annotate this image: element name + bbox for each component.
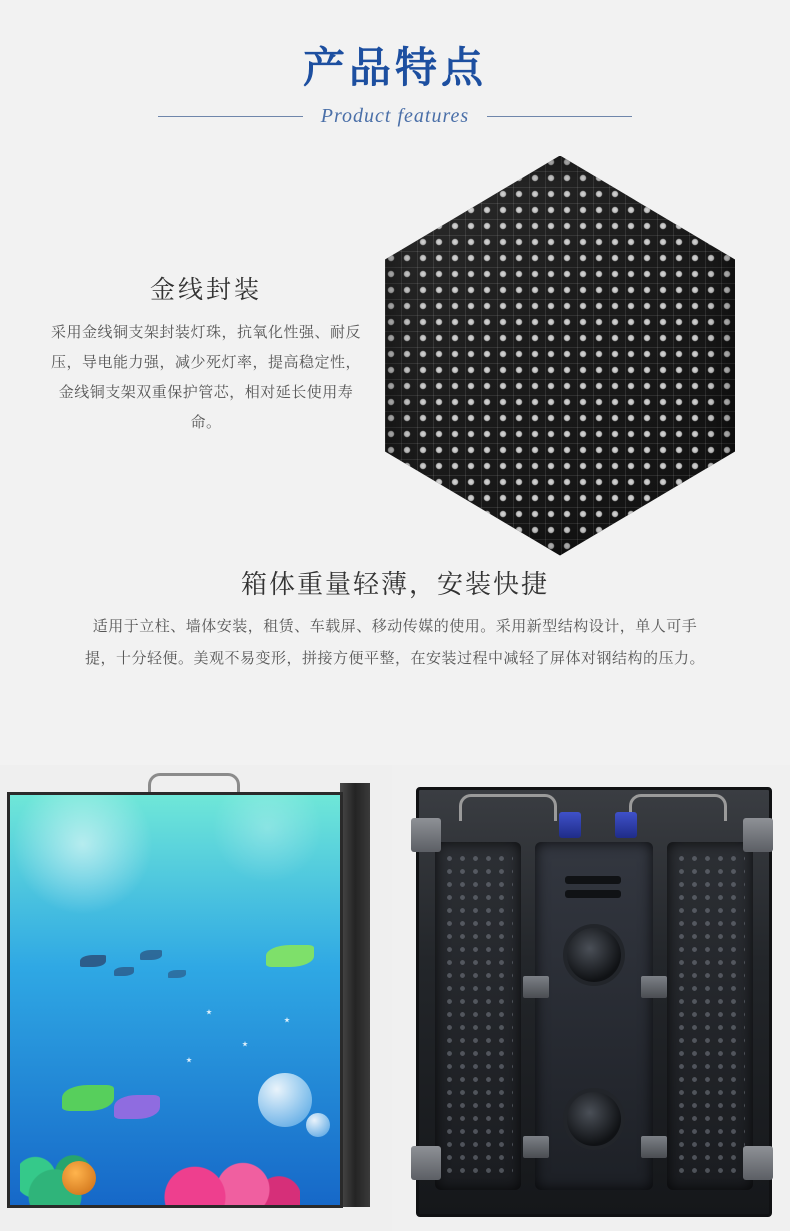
coral-shape xyxy=(150,1127,300,1205)
power-connector-icon xyxy=(559,812,581,838)
fish-shape xyxy=(80,955,106,967)
feature-section-gold-wire xyxy=(0,142,790,562)
vent-slot xyxy=(565,876,621,884)
cabinet-rear-body xyxy=(416,787,772,1217)
corner-bracket xyxy=(743,818,773,852)
star-icon xyxy=(242,1041,248,1047)
latch-icon xyxy=(523,1136,549,1158)
cabinet-rear-left-panel xyxy=(435,842,521,1190)
star-icon xyxy=(186,1057,192,1063)
divider-right xyxy=(487,116,632,117)
star-icon xyxy=(206,1009,212,1015)
fish-shape xyxy=(62,1085,114,1111)
product-photo-row xyxy=(0,765,790,1231)
page-title: 产品特点 xyxy=(302,44,487,91)
bubble-shape xyxy=(258,1073,312,1127)
fish-shape xyxy=(114,967,134,976)
feature-two-body: 适用于立柱、墙体安装，租赁、车载屏、移动传媒的使用。采用新型结构设计，单人可手提，十分轻便。美观不易变形，拼接方便平整，在安装过程中减轻了屏体对钢结构的压力。 xyxy=(85,617,706,667)
feature-one-text-block xyxy=(46,270,366,438)
fan-icon xyxy=(567,928,621,982)
vent-slot xyxy=(565,890,621,898)
product-photo-front xyxy=(0,765,392,1231)
fish-shape xyxy=(114,1095,160,1119)
shell-shape xyxy=(62,1161,96,1195)
cabinet-handle-icon xyxy=(459,794,557,821)
corner-bracket xyxy=(411,1146,441,1180)
coral-shape xyxy=(20,1113,90,1205)
corner-bracket xyxy=(743,1146,773,1180)
corner-bracket xyxy=(411,818,441,852)
latch-icon xyxy=(523,976,549,998)
led-module-hexagon-image xyxy=(385,156,735,556)
fish-shape xyxy=(168,970,186,978)
divider-left xyxy=(158,116,303,117)
feature-section-lightweight-cabinet xyxy=(0,562,790,675)
feature-two-heading: 箱体重量轻薄，安装快捷 xyxy=(240,568,549,599)
power-connector-icon xyxy=(615,812,637,838)
latch-icon xyxy=(641,1136,667,1158)
product-photo-rear xyxy=(392,765,790,1231)
cabinet-side-panel xyxy=(340,783,370,1207)
fish-shape xyxy=(266,945,314,967)
bubble-shape xyxy=(306,1113,330,1137)
page-header xyxy=(0,0,790,128)
feature-one-body: 采用金线铜支架封装灯珠，抗氧化性强、耐反压，导电能力强，减少死灯率，提高稳定性，金线铜支架双重保护管芯，相对延长使用寿命。 xyxy=(50,323,361,431)
vent-dot-pattern xyxy=(443,852,513,1180)
page-subtitle: Product features xyxy=(320,104,470,127)
latch-icon xyxy=(641,976,667,998)
vent-dot-pattern xyxy=(675,852,745,1180)
fish-shape xyxy=(140,950,162,960)
fan-icon xyxy=(567,1092,621,1146)
page-subtitle-row xyxy=(0,105,790,128)
cabinet-rear-center-panel xyxy=(535,842,653,1190)
led-module-surface xyxy=(385,156,735,556)
star-icon xyxy=(284,1017,290,1023)
feature-one-heading: 金线封装 xyxy=(149,275,262,304)
cabinet-front-screen xyxy=(10,795,340,1205)
cabinet-handle-icon xyxy=(629,794,727,821)
cabinet-rear-right-panel xyxy=(667,842,753,1190)
